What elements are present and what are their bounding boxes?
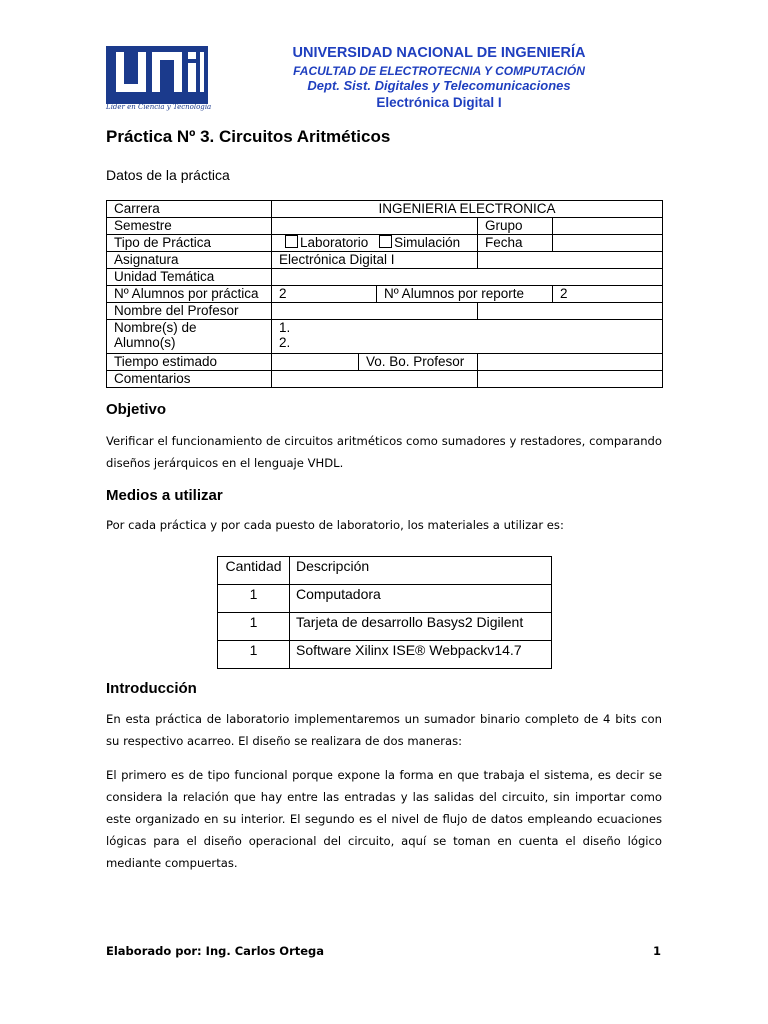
- carrera-label: Carrera: [107, 201, 272, 218]
- vobo-label: Vo. Bo. Profesor: [359, 354, 478, 371]
- comentarios-label: Comentarios: [107, 371, 272, 388]
- alumnos-practica-label: Nº Alumnos por práctica: [107, 286, 272, 303]
- page-number: 1: [652, 944, 661, 958]
- intro-text-1: [106, 708, 662, 752]
- simulacion-label: Simulación: [394, 235, 461, 250]
- materials-table: [217, 556, 552, 669]
- intro-heading: Introducción: [106, 680, 197, 697]
- row-desc: Computadora: [290, 585, 552, 613]
- medios-text: [106, 514, 662, 536]
- grupo-label: Grupo: [478, 218, 553, 235]
- department-name: Dept. Sist. Digitales y Telecomunicaciones: [307, 78, 571, 93]
- fecha-label: Fecha: [478, 235, 553, 252]
- unidad-label: Unidad Temática: [107, 269, 272, 286]
- table-row: [218, 613, 552, 641]
- objetivo-paragraph: Verificar el funcionamiento de circuitos aritméticos como sumadores y restadores, comparando diseños jerárquicos en el lenguaje VHDL.: [106, 434, 662, 470]
- tipo-label: Tipo de Práctica: [107, 235, 272, 252]
- table-row: [218, 585, 552, 613]
- medios-paragraph: Por cada práctica y por cada puesto de laboratorio, los materiales a utilizar es:: [106, 518, 564, 532]
- carrera-value: INGENIERIA ELECTRONICA: [272, 201, 663, 218]
- row-qty: 1: [218, 613, 290, 641]
- vobo-value[interactable]: [478, 354, 663, 371]
- row-qty: 1: [218, 641, 290, 669]
- simulacion-checkbox[interactable]: [379, 235, 392, 248]
- intro-text-2: [106, 764, 662, 874]
- alumnos-reporte-label: Nº Alumnos por reporte: [377, 286, 553, 303]
- col-descripcion-header: Descripción: [290, 557, 552, 585]
- profesor-label: Nombre del Profesor: [107, 303, 272, 320]
- laboratorio-checkbox[interactable]: [285, 235, 298, 248]
- semestre-value[interactable]: [272, 218, 478, 235]
- row-qty: 1: [218, 585, 290, 613]
- medios-heading: Medios a utilizar: [106, 487, 223, 504]
- table-row: [107, 354, 663, 371]
- table-row: [218, 641, 552, 669]
- table-row: [107, 371, 663, 388]
- fecha-value[interactable]: [553, 235, 663, 252]
- table-row: [107, 201, 663, 218]
- university-name: UNIVERSIDAD NACIONAL DE INGENIERÍA: [292, 45, 586, 61]
- table-row: [107, 269, 663, 286]
- practice-data-table: [106, 200, 663, 388]
- asignatura-value: Electrónica Digital I: [272, 252, 478, 269]
- comentarios-value[interactable]: [272, 371, 478, 388]
- nombres-label-line2: Alumno(s): [114, 335, 176, 350]
- unidad-value[interactable]: [272, 269, 663, 286]
- table-row: [107, 286, 663, 303]
- row-desc: Tarjeta de desarrollo Basys2 Digilent: [290, 613, 552, 641]
- tiempo-value[interactable]: [272, 354, 359, 371]
- table-row: [218, 557, 552, 585]
- logo-tagline: Líder en Ciencia y Tecnología: [106, 103, 212, 111]
- table-row: [107, 303, 663, 320]
- tiempo-label: Tiempo estimado: [107, 354, 272, 371]
- faculty-name: FACULTAD DE ELECTROTECNIA Y COMPUTACIÓN: [293, 64, 585, 78]
- table-row: [107, 252, 663, 269]
- semestre-label: Semestre: [107, 218, 272, 235]
- col-cantidad-header: Cantidad: [218, 557, 290, 585]
- objetivo-text: [106, 430, 662, 474]
- nombre-1[interactable]: 1.: [279, 320, 291, 335]
- nombre-2[interactable]: 2.: [279, 335, 291, 350]
- intro-paragraph-1: En esta práctica de laboratorio implementaremos un sumador binario completo de 4 bits con su respectivo acarreo. El diseño se realizara de dos maneras:: [106, 712, 662, 748]
- asignatura-label: Asignatura: [107, 252, 272, 269]
- table-row: [107, 320, 663, 354]
- row-desc: Software Xilinx ISE® Webpackv14.7: [290, 641, 552, 669]
- footer-author: Elaborado por: Ing. Carlos Ortega: [106, 944, 325, 958]
- laboratorio-label: Laboratorio: [300, 235, 369, 250]
- objetivo-heading: Objetivo: [106, 401, 167, 418]
- alumnos-practica-value: 2: [272, 286, 377, 303]
- table-row: [107, 218, 663, 235]
- nombres-label-line1: Nombre(s) de: [114, 320, 197, 335]
- table-row: [107, 235, 663, 252]
- course-name: Electrónica Digital I: [376, 95, 502, 110]
- intro-paragraph-2: El primero es de tipo funcional porque expone la forma en que trabaja el sistema, es decir se considera la relación que hay entre las entradas y las salidas del circuito, sin importar como este organizado en su interior. El segundo es el nivel de flujo de datos empleando ecuaciones lógicas para el diseño operacional del circuito, aquí se toman en cuenta el diseño lógico mediante compuertas.: [106, 768, 662, 870]
- page-title: Práctica Nº 3. Circuitos Aritméticos: [106, 127, 391, 146]
- grupo-value[interactable]: [553, 218, 663, 235]
- profesor-value[interactable]: [272, 303, 478, 320]
- alumnos-reporte-value: 2: [553, 286, 663, 303]
- page-subtitle: Datos de la práctica: [106, 167, 230, 183]
